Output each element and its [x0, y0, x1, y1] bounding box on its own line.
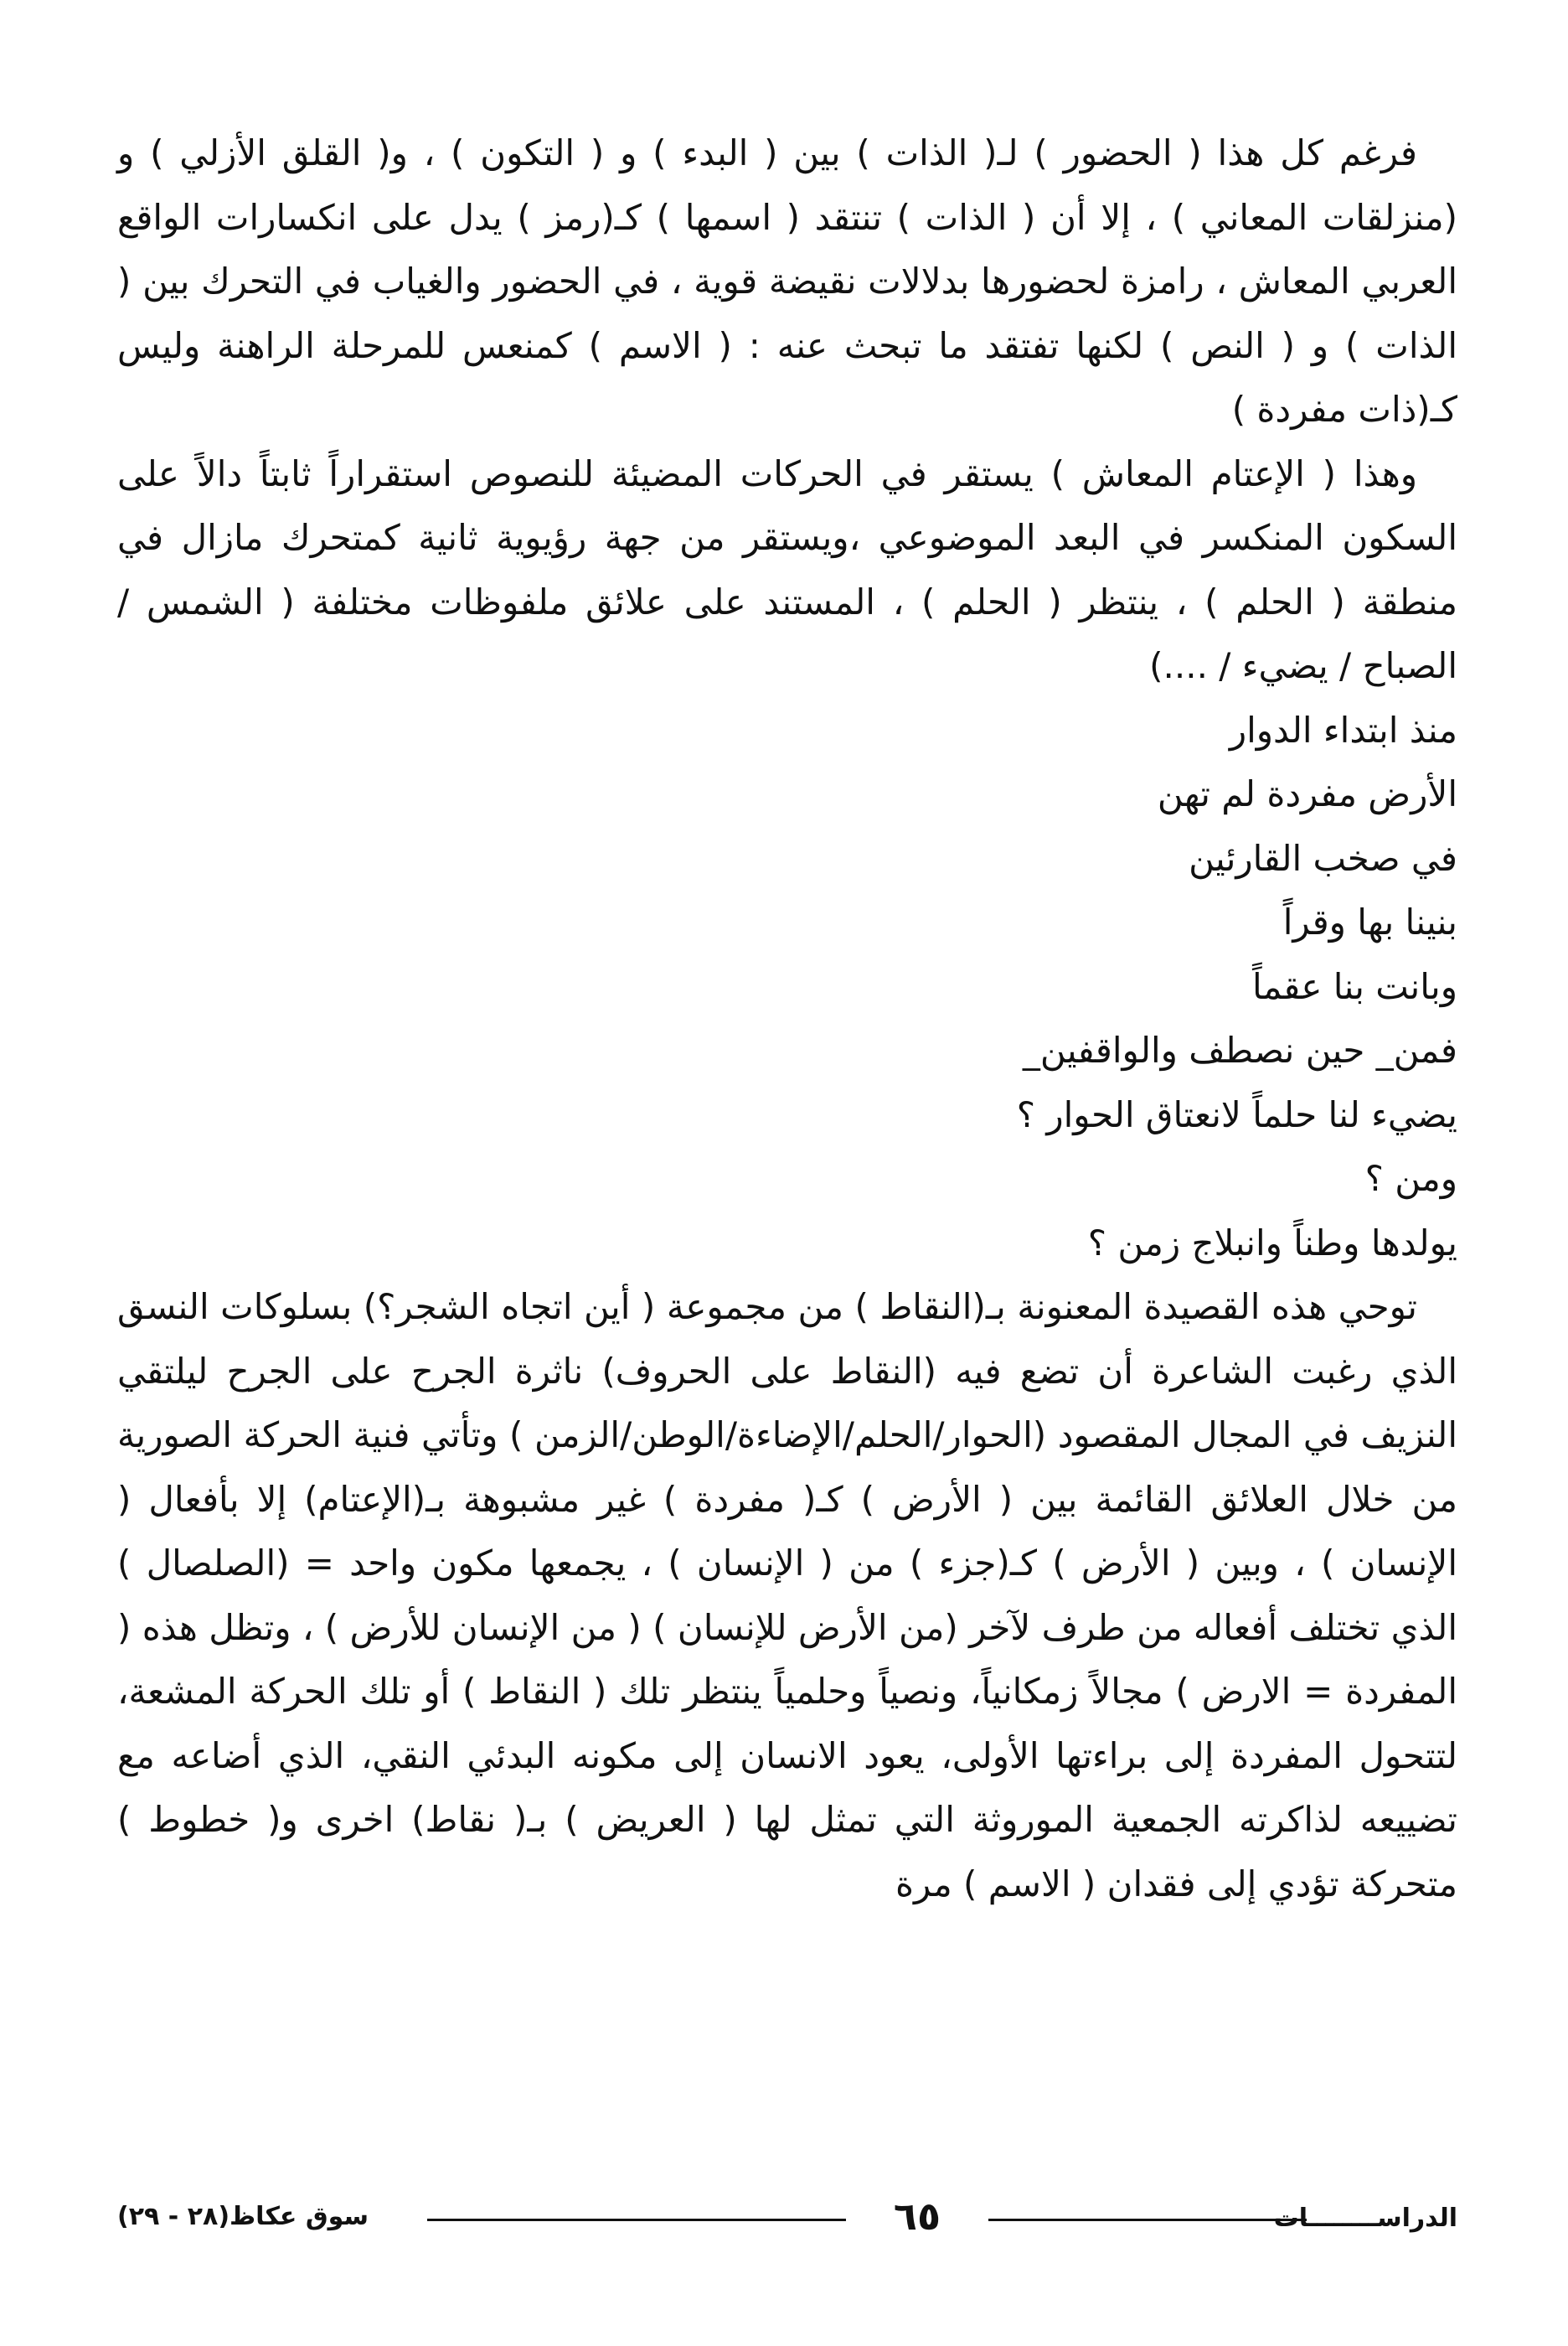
paragraph-1: فرغم كل هذا ( الحضور ) لـ( الذات ) بين ( البدء ) و ( التكون ) ، و( القلق الأزلي ) و (منزلقات المعاني ) ، إلا أن ( الذات ) تنتقد ( اسمها ) كـ(رمز ) يدل على انكسارات الواقع العربي المعاش ، رامزة لحضورها بدلالات نقيضة قوية ، في الحضور والغياب في التحرك بين ( الذات ) و ( النص ) لكنها تفتقد ما تبحث عنه : ( الاسم ) كمنعس للمرحلة الراهنة وليس كـ(ذات مفردة ) [117, 132, 1457, 430]
page-number: ٦٥ [893, 2194, 941, 2239]
poem-line-6: فمن_ حين نصطف والواقفين_ [1022, 1030, 1457, 1071]
footer-issue: سوق عكاظ(٢٨ - ٢٩) [117, 2202, 369, 2231]
footer-section-title: الدراســــــــات [1273, 2204, 1457, 2233]
page-footer [117, 2194, 1457, 2244]
poem-line-1: منذ ابتداء الدوار [1229, 709, 1457, 751]
footer-rule-left [427, 2219, 846, 2221]
footer-rule-right [988, 2219, 1307, 2221]
poem-line-3: في صخب القارئين [1189, 837, 1457, 879]
poem-block [117, 699, 1457, 1276]
poem-line-7: يضيء لنا حلماً لانعتاق الحوار ؟ [1016, 1093, 1457, 1135]
poem-line-9: يولدها وطناً وانبلاج زمن ؟ [1087, 1222, 1457, 1263]
poem-line-2: الأرض مفردة لم تهن [1157, 773, 1457, 814]
poem-line-5: وبانت بنا عقماً [1252, 965, 1457, 1007]
poem-line-4: بنينا بها وقراً [1282, 902, 1457, 943]
poem-line-8: ومن ؟ [1364, 1158, 1457, 1199]
paragraph-3: توحي هذه القصيدة المعنونة بـ(النقاط ) من مجموعة ( أين اتجاه الشجر؟) بسلوكات النسق الذي رغبت الشاعرة أن تضع فيه (النقاط على الحروف) ناثرة الجرح على الجرح ليلتقي النزيف في المجال المقصود (الحوار/الحلم/الإضاءة/الوطن/الزمن ) وتأتي فنية الحركة الصورية من خلال العلائق القائمة بين ( الأرض ) كـ( مفردة ) غير مشبوهة بـ(الإعتام) إلا بأفعال ( الإنسان ) ، وبين ( الأرض ) كـ(جزء ) من ( الإنسان ) ، يجمعها مكون واحد = (الصلصال ) الذي تختلف أفعاله من طرف لآخر (من الأرض للإنسان ) ( من الإنسان للأرض ) ، وتظل هذه ( المفردة = الارض ) مجالاً زمكانياً، ونصياً وحلمياً ينتظر تلك ( النقاط ) أو تلك الحركة المشعة، لتتحول المفردة إلى براءتها الأولى، يعود الانسان إلى مكونه البدئي النقي، الذي أضاعه مع تضييعه لذاكرته الجمعية الموروثة التي تمثل لها ( العريض ) بـ( نقاط) اخرى و( خطوط ) متحركة تؤدي إلى فقدان ( الاسم ) مرة [117, 1286, 1457, 1904]
page-body [117, 121, 1457, 1916]
paragraph-2: وهذا ( الإعتام المعاش ) يستقر في الحركات المضيئة للنصوص استقراراً ثابتاً دالاً على السكون المنكسر في البعد الموضوعي ،ويستقر من جهة رؤيوية ثانية كمتحرك مازال في منطقة ( الحلم ) ، ينتظر ( الحلم ) ، المستند على علائق ملفوظات مختلفة ( الشمس / الصباح / يضيء / ....) [117, 452, 1457, 686]
